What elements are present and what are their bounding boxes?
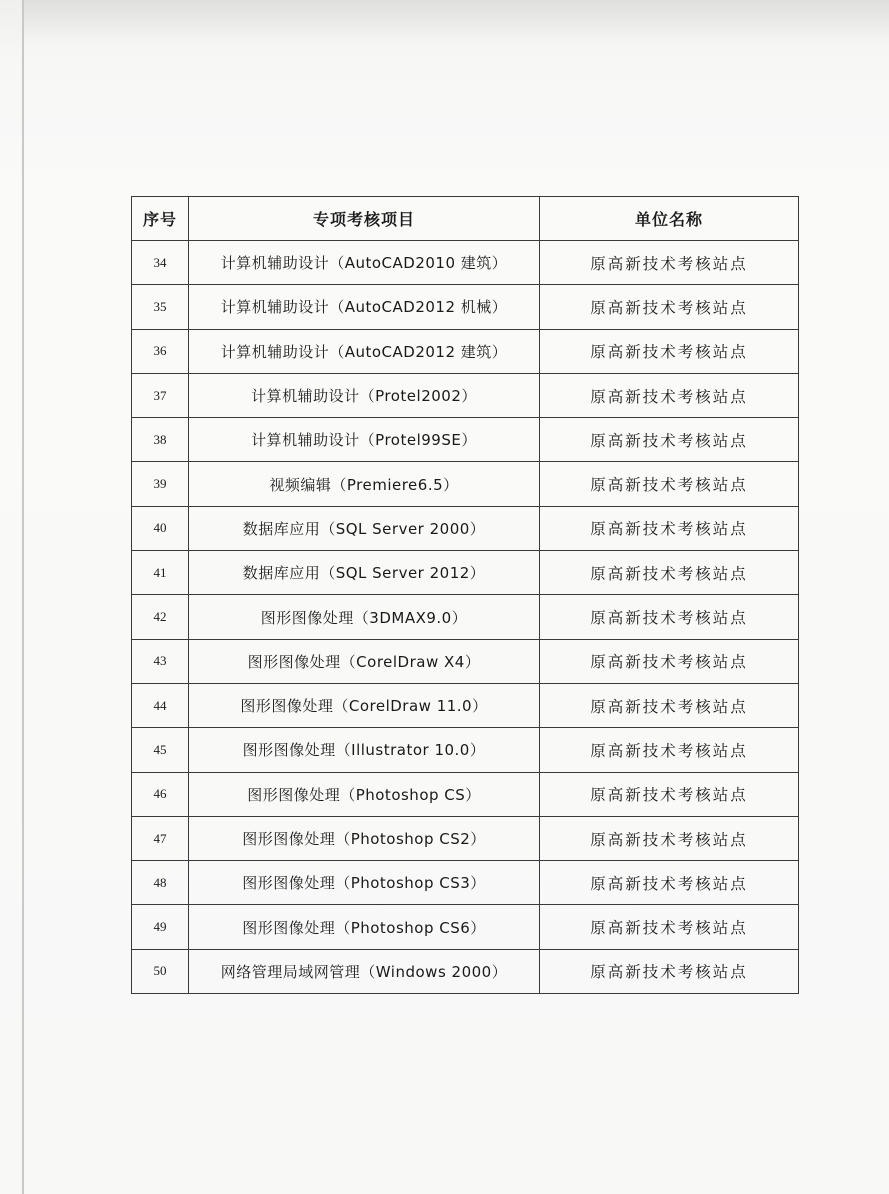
row-serial-number: 49: [132, 905, 189, 949]
table-row: [132, 506, 799, 550]
row-unit-name: 原高新技术考核站点: [540, 595, 799, 639]
row-assessment-item: 图形图像处理（Photoshop CS6）: [189, 905, 540, 949]
table-row: [132, 329, 799, 373]
row-serial-number: 44: [132, 683, 189, 727]
row-unit-name: 原高新技术考核站点: [540, 285, 799, 329]
row-assessment-item: 图形图像处理（CorelDraw 11.0）: [189, 683, 540, 727]
row-unit-name: 原高新技术考核站点: [540, 861, 799, 905]
table-row: [132, 772, 799, 816]
row-serial-number: 47: [132, 816, 189, 860]
row-assessment-item: 图形图像处理（Photoshop CS2）: [189, 816, 540, 860]
page-edge: [22, 0, 24, 1194]
row-serial-number: 46: [132, 772, 189, 816]
header-unit-name: 单位名称: [540, 197, 799, 241]
row-unit-name: 原高新技术考核站点: [540, 373, 799, 417]
table-row: [132, 595, 799, 639]
row-assessment-item: 图形图像处理（Photoshop CS3）: [189, 861, 540, 905]
row-assessment-item: 计算机辅助设计（AutoCAD2010 建筑）: [189, 241, 540, 285]
row-assessment-item: 图形图像处理（3DMAX9.0）: [189, 595, 540, 639]
row-assessment-item: 数据库应用（SQL Server 2000）: [189, 506, 540, 550]
row-unit-name: 原高新技术考核站点: [540, 241, 799, 285]
row-unit-name: 原高新技术考核站点: [540, 728, 799, 772]
row-unit-name: 原高新技术考核站点: [540, 816, 799, 860]
table-header-row: [132, 197, 799, 241]
row-unit-name: 原高新技术考核站点: [540, 418, 799, 462]
row-unit-name: 原高新技术考核站点: [540, 462, 799, 506]
row-assessment-item: 视频编辑（Premiere6.5）: [189, 462, 540, 506]
scan-shadow: [24, 0, 889, 40]
table-row: [132, 683, 799, 727]
row-serial-number: 50: [132, 949, 189, 993]
row-unit-name: 原高新技术考核站点: [540, 506, 799, 550]
row-serial-number: 38: [132, 418, 189, 462]
assessment-table: [131, 196, 799, 994]
row-unit-name: 原高新技术考核站点: [540, 683, 799, 727]
table-row: [132, 861, 799, 905]
row-serial-number: 37: [132, 373, 189, 417]
row-unit-name: 原高新技术考核站点: [540, 551, 799, 595]
row-assessment-item: 数据库应用（SQL Server 2012）: [189, 551, 540, 595]
table-row: [132, 418, 799, 462]
row-assessment-item: 图形图像处理（Illustrator 10.0）: [189, 728, 540, 772]
table-row: [132, 462, 799, 506]
row-unit-name: 原高新技术考核站点: [540, 772, 799, 816]
table-row: [132, 905, 799, 949]
row-serial-number: 41: [132, 551, 189, 595]
row-serial-number: 34: [132, 241, 189, 285]
table-row: [132, 285, 799, 329]
table-row: [132, 949, 799, 993]
row-unit-name: 原高新技术考核站点: [540, 329, 799, 373]
row-assessment-item: 图形图像处理（Photoshop CS）: [189, 772, 540, 816]
header-assessment-item: 专项考核项目: [189, 197, 540, 241]
row-assessment-item: 计算机辅助设计（AutoCAD2012 建筑）: [189, 329, 540, 373]
row-serial-number: 48: [132, 861, 189, 905]
row-unit-name: 原高新技术考核站点: [540, 949, 799, 993]
row-assessment-item: 计算机辅助设计（Protel2002）: [189, 373, 540, 417]
table-body: [132, 241, 799, 994]
row-serial-number: 40: [132, 506, 189, 550]
table-row: [132, 241, 799, 285]
table-row: [132, 639, 799, 683]
row-serial-number: 39: [132, 462, 189, 506]
row-unit-name: 原高新技术考核站点: [540, 639, 799, 683]
table-row: [132, 551, 799, 595]
row-serial-number: 35: [132, 285, 189, 329]
row-assessment-item: 网络管理局域网管理（Windows 2000）: [189, 949, 540, 993]
row-assessment-item: 计算机辅助设计（Protel99SE）: [189, 418, 540, 462]
header-serial-number: 序号: [132, 197, 189, 241]
table-row: [132, 728, 799, 772]
row-assessment-item: 图形图像处理（CorelDraw X4）: [189, 639, 540, 683]
row-serial-number: 45: [132, 728, 189, 772]
table-row: [132, 373, 799, 417]
row-serial-number: 36: [132, 329, 189, 373]
row-assessment-item: 计算机辅助设计（AutoCAD2012 机械）: [189, 285, 540, 329]
row-serial-number: 43: [132, 639, 189, 683]
table-row: [132, 816, 799, 860]
row-serial-number: 42: [132, 595, 189, 639]
row-unit-name: 原高新技术考核站点: [540, 905, 799, 949]
